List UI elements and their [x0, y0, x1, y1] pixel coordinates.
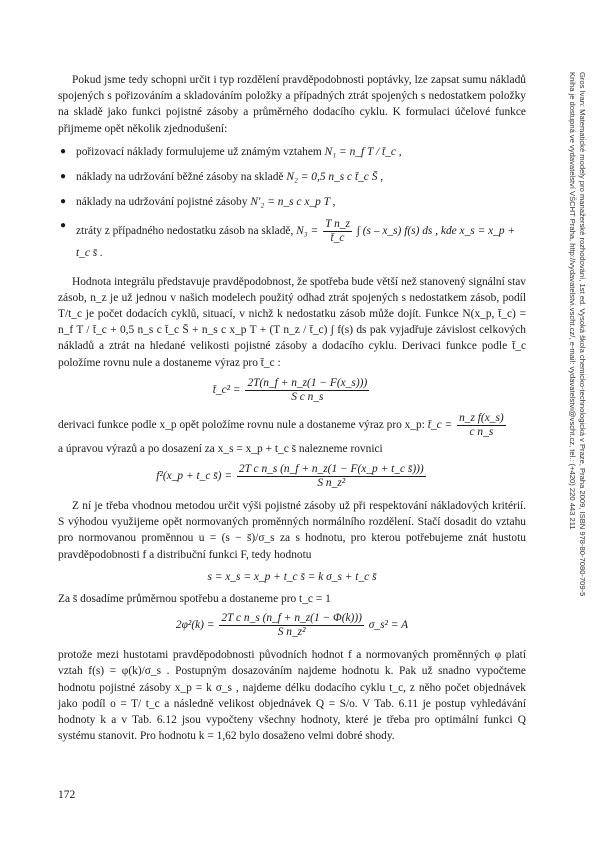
bullet-equation: N₁ = n_f T / t̄_c , [324, 145, 402, 158]
bullet-equation-fraction [323, 218, 352, 245]
bullet-equation-lhs: N₃ = [296, 225, 319, 238]
bullet-icon: ● [60, 196, 67, 208]
equation-fraction [245, 377, 369, 404]
fraction-denominator: t̄_c [330, 232, 345, 245]
fraction-numerator: 2T c n_s (n_f + n_z(1 − Φ(k))) [221, 612, 362, 625]
bullet-equation: N′₂ = n_s c x_p T , [250, 196, 336, 209]
equation-lhs: t̄_c² = [212, 383, 241, 396]
equation-phi [58, 612, 526, 639]
bullet-equation: N₂ = 0,5 n_s c t̄_c S̄ , [286, 171, 384, 184]
paragraph-derivative-xp [58, 412, 526, 439]
equation-density [58, 463, 526, 490]
bullet-item-4 [58, 218, 526, 261]
side-copyright-note [559, 72, 587, 597]
fraction-denominator: c n_s [469, 425, 494, 438]
fraction-denominator: S c n_s [291, 390, 324, 403]
derivative-text: derivaci funkce podle x_p opět položíme rovnu nule a dostaneme výraz pro x_p: [58, 418, 425, 431]
equation-fraction [457, 412, 506, 439]
fraction-numerator: T n_z [325, 218, 350, 231]
fraction-numerator: 2T c n_s (n_f + n_z(1 − F(x_p + t_c s̄))) [238, 463, 424, 476]
paragraph-average: Za s̄ dosadíme průměrnou spotřebu a dostaneme pro t_c = 1 [58, 593, 331, 606]
equation-fraction [237, 463, 426, 490]
body-text [58, 72, 526, 744]
bullet-item-3 [58, 194, 526, 210]
equation-lhs: t̄_c = [427, 418, 453, 431]
paragraph-substitution: a úpravou výrazů a po dosazení za x_s = x_p + t_c s̄ nalezneme rovnici [58, 442, 383, 455]
bullet-item-1 [58, 144, 526, 160]
fraction-denominator: S n_z² [317, 477, 346, 490]
fraction-numerator: 2T(n_f + n_z(1 − F(x_s))) [247, 376, 368, 389]
side-note-line-2: Kniha je dostupná ve vydavatelství VŠCHT Praha, http://vydavatelstvi.vscht.cz/, e-mail: vydavatelstvi@vscht.cz, tel.: (+420) 220 443 211 [568, 72, 577, 530]
bullet-icon: ● [60, 171, 67, 183]
bullet-icon: ● [60, 145, 67, 157]
page-number: 172 [58, 789, 76, 801]
paragraph-intro: Pokud jsme tedy schopni určit i typ rozdělení pravděpodobnosti poptávky, lze zapsat sumu nákladů spojených s pořizováním a skladováním položky a případných ztrát spojených s nedostatkem položky na skladě jako funkci pojistné zásoby a průměrného dodacího cyklu. K formulaci účelové funkce přijmeme opět několik zjednodušení: [58, 74, 526, 135]
equation-fraction [219, 612, 364, 639]
equation-s-value: s = x_s = x_p + t_c s̄ = k σ_s + t_c s̄ [207, 570, 377, 583]
bullet-equation-rest: ∫ (s – x_s) f(s) ds , kde x_s = x_p + t_c s̄ . [76, 225, 516, 260]
paragraph-conclusion: protože mezi hustotami pravděpodobnosti původních hodnot f a normovaných proměnných φ platí vztah f(s) = φ(k)/σ_s . Postupným dosazováním najdeme hodnotu k. Pak už snadno vypočteme hodnotu pojistné zásoby x_p = k σ_s , najdeme délku dodacího cyklu t_c, z něho počet objednávek jako podíl o = T/ t_c a následně velikost objednávek Q = S/o. V Tab. 6.11 je postup vyhledávání hodnoty k a v Tab. 6.12 jsou vypočteny všechny hodnoty, které je třeba pro optimální funkci Q systému stanovit. Pro hodnotu k = 1,62 bylo dosaženo velmi dobré shody. [58, 649, 526, 743]
side-note-line-1: Gros Ivan: Matematické modely pro manažerské rozhodování, 1st ed. Vysoká škola chemicko-technologická v Praze, Praha 2009, ISBN 978-80-7080-709-5 [578, 72, 587, 597]
equation-rhs: σ_s² = A [368, 619, 409, 632]
fraction-denominator: S n_z² [277, 626, 306, 639]
bullet-text: pořizovací náklady formulujeme už známým vztahem [76, 145, 322, 158]
paragraph-normalized: Z ní je třeba vhodnou metodou určit výši pojistné zásoby už při respektování nákladových kritérií. S výhodou využijeme opět normovaných proměnných normálního rozdělení. Stačí dosadit do vztahu pro normovanou proměnnou u = (s − s̄)/σ_s za s hodnotu, pro kterou potřebujeme znát hustotu pravděpodobnosti f a distribuční funkci F, tedy hodnotu [58, 500, 526, 561]
equation-lhs: 2φ²(k) = [175, 619, 215, 632]
equation-tc [58, 377, 526, 404]
bullet-text: náklady na udržování běžné zásoby na skladě [76, 171, 284, 184]
bullet-icon: ● [60, 220, 67, 232]
bullet-item-2 [58, 169, 526, 185]
equation-lhs: f²(x_p + t_c s̄) = [156, 470, 233, 483]
bullet-text: náklady na udržování pojistné zásoby [76, 196, 248, 209]
bullet-text: ztráty z případného nedostatku zásob na skladě, [76, 225, 294, 238]
paragraph-integral: Hodnota integrálu představuje pravděpodobnost, že spotřeba bude větší než stanovený signální stav zásob, n_z je už jednou v našich modelech použitý odhad ztrát spojených s nedostatkem zásob, podíl T/t_c je počet dodacích cyklů, situací, v nichž k nedostatku zásob může dojít. Funkce N(x_p, t̄_c) = n_f T / t̄_c + 0,5 n_s c t̄_c S̄ + n_s c x_p T + (T n_z / t̄_c) ∫ f(s) ds pak vyjadřuje závislost celkových nákladů a ztrát na hledané velikosti pojistné zásoby a dodacího cyklu. Derivaci funkce podle t̄_c položíme rovnu nule a dostaneme výraz pro t̄_c : [58, 275, 526, 369]
fraction-numerator: n_z f(x_s) [459, 411, 504, 424]
